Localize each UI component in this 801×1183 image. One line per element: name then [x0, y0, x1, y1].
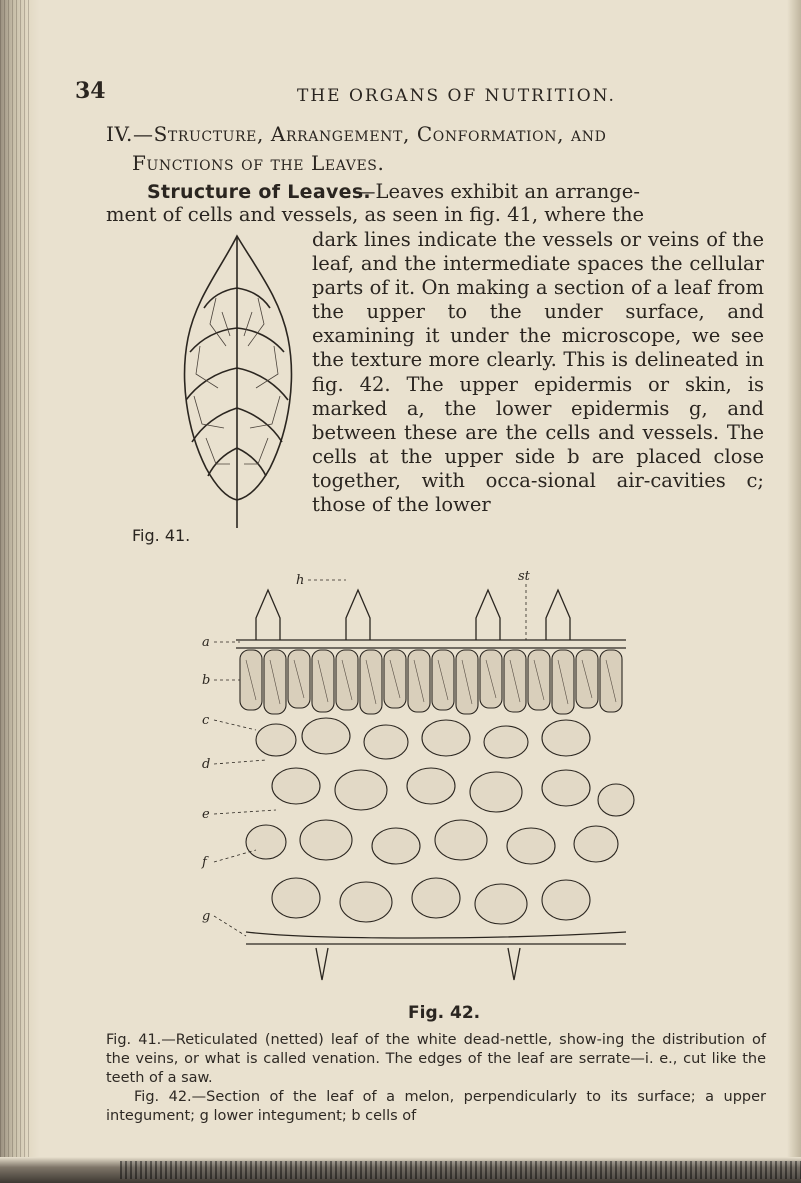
fig41-label: Fig. 41.	[132, 526, 191, 545]
paragraph-title: Structure of Leaves.	[147, 181, 371, 203]
fig42-letter-a: a	[202, 635, 210, 650]
binding-texture	[0, 0, 30, 1183]
section-heading-line-1: IV.—Structure, Arrangement, Conformation, and	[106, 122, 607, 146]
fig42-letter-e: e	[202, 807, 210, 822]
fig42-letter-f: f	[202, 855, 207, 870]
page-right-edge	[787, 0, 801, 1183]
fig42-letter-d: d	[202, 757, 211, 772]
running-head	[75, 78, 775, 108]
section-heading	[106, 120, 746, 178]
running-title: THE ORGANS OF NUTRITION.	[297, 86, 616, 106]
fig42-letter-g: g	[202, 909, 211, 924]
fig41-caption: Fig. 41.—Reticulated (netted) leaf of the white dead-nettle, show-ing the distribution of the veins, or what is called venation. The edges of the leaf are serrate—i. e., cut like the teeth of a saw.	[106, 1032, 766, 1086]
section-heading-line-2: Functions of the Leaves.	[132, 151, 385, 175]
page-number: 34	[75, 78, 106, 104]
bottom-edge-texture	[120, 1161, 801, 1179]
fig42-label: Fig. 42.	[408, 1003, 481, 1023]
fig42-letter-h: h	[296, 573, 305, 588]
figure-captions	[106, 1031, 766, 1126]
fig42-caption: Fig. 42.—Section of the leaf of a melon, perpendicularly to its surface; a upper integument; g lower integument; b cells of	[106, 1089, 766, 1124]
fig42-leaf-section-illustration	[196, 560, 656, 1000]
spongy-cells	[246, 718, 634, 924]
fig41-leaf-illustration	[166, 228, 308, 528]
paragraph-second-line: ment of cells and vessels, as seen in fig. 41, where the	[106, 203, 645, 226]
paragraph-first-line: —Leaves exhibit an arrange-	[356, 180, 640, 203]
palisade-cells	[240, 650, 622, 714]
fig42-letter-st: st	[518, 569, 530, 584]
fig42-letter-b: b	[202, 673, 211, 688]
paragraph-wrapped-text: dark lines indicate the vessels or veins of the leaf, and the intermediate spaces the cellular parts of it. On making a section of a leaf from the upper to the under surface, and examining it under the microscope, we see the texture more clearly. This is delineated in fig. 42. The upper epidermis or skin, is marked a, the lower epidermis g, and between these are the cells and vessels. The cells at the upper side b are placed close together, with occa-sional air-cavities c; those of the lower	[312, 228, 764, 517]
fig42-letter-c: c	[202, 713, 210, 728]
